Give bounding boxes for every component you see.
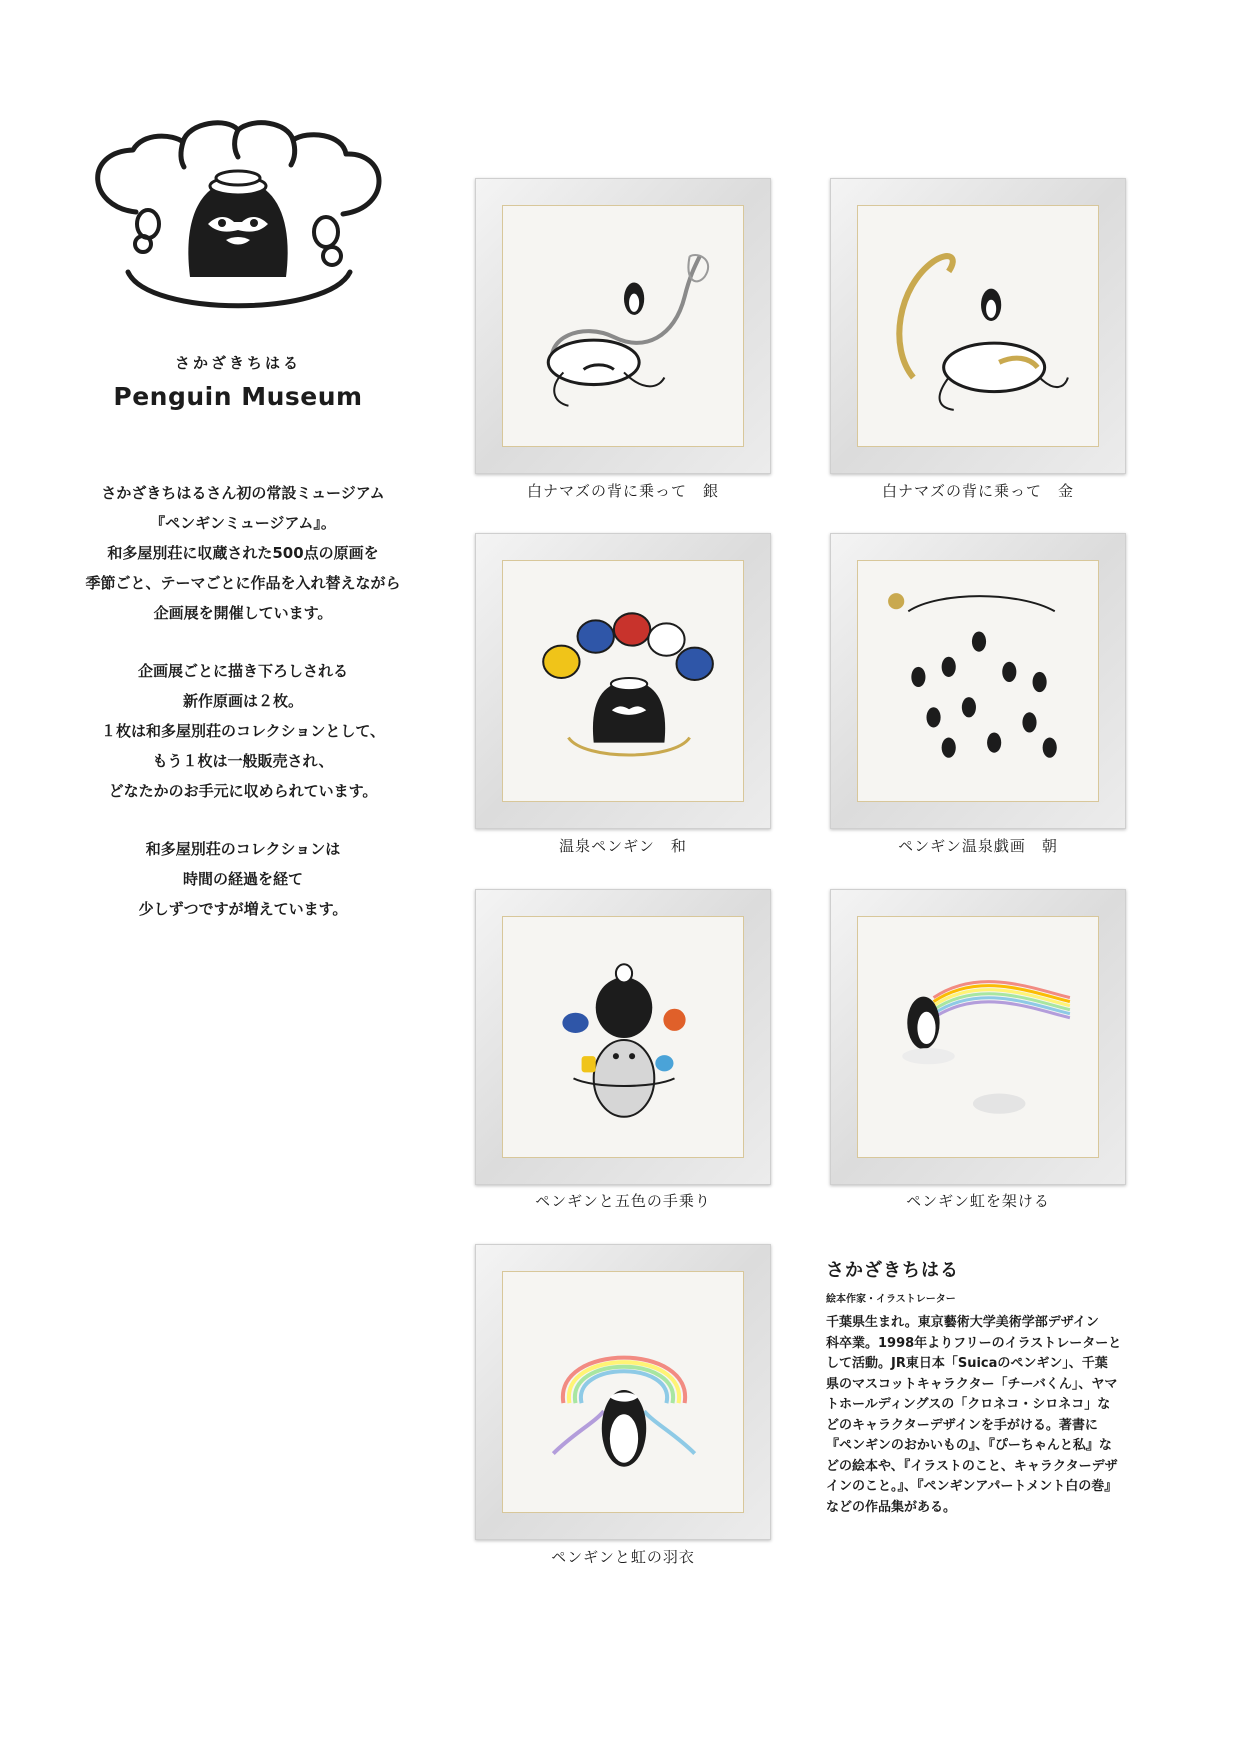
bio-line: インのこと。』、『ペンギンアパートメント白の巻』	[826, 1479, 1118, 1494]
artwork-caption: ペンギンと五色の手乗り	[535, 1192, 711, 1210]
logo-author-kana: さかざきちはる	[174, 354, 301, 372]
bio-line: トホールディングスの「クロネコ・シロネコ」な	[826, 1397, 1111, 1412]
artwork-frame-onsen-penguin	[475, 533, 771, 829]
bio-line: 千葉県生まれ。東京藝術大学美術学部デザイン	[826, 1315, 1099, 1330]
artwork-frame-onsen-giga	[830, 533, 1126, 829]
intro-line: 少しずつですが増えています。	[138, 900, 348, 918]
logo-title: Penguin Museum	[113, 382, 363, 411]
artwork-frame-catfish-silver	[475, 178, 771, 474]
penguin-museum-logo	[88, 112, 388, 412]
intro-line: １枚は和多屋別荘のコレクションとして、	[100, 722, 386, 740]
intro-line: 和多屋別荘のコレクションは	[145, 840, 341, 858]
intro-paragraph	[68, 834, 418, 924]
onsen-penguin-illustration-icon	[523, 581, 725, 783]
artwork-caption: ペンギン虹を架ける	[906, 1192, 1050, 1210]
artwork-frame-five-colors	[475, 889, 771, 1185]
bio-line: 県のマスコットキャラクター「チーバくん」、ヤマ	[826, 1376, 1118, 1392]
artwork-mat	[502, 1271, 744, 1513]
artist-bio	[826, 1256, 1126, 1518]
onsen-giga-illustration-icon	[878, 581, 1080, 783]
artwork-mat	[502, 916, 744, 1158]
artist-role: 絵本作家・イラストレーター	[826, 1294, 956, 1305]
artwork-frame-rainbow-robe	[475, 1244, 771, 1540]
bio-line: 科卒業。1998年よりフリーのイラストレーターと	[826, 1335, 1122, 1351]
intro-line: 季節ごと、テーマごとに作品を入れ替えながら	[85, 574, 401, 592]
bio-line: などの作品集がある。	[826, 1499, 957, 1515]
intro-line: 時間の経過を経て	[182, 870, 303, 888]
rainbow-bridge-illustration-icon	[878, 937, 1080, 1139]
artwork-caption: ペンギンと虹の羽衣	[551, 1548, 695, 1566]
artwork-mat	[857, 916, 1099, 1158]
bio-line: して活動。JR東日本「Suicaのペンギン」、千葉	[826, 1356, 1108, 1371]
artwork-frame-rainbow-bridge	[830, 889, 1126, 1185]
catfish-silver-illustration-icon	[523, 226, 725, 428]
intro-line: 『ペンギンミュージアム』。	[150, 514, 336, 532]
artwork-mat	[857, 205, 1099, 447]
artwork-mat	[857, 560, 1099, 802]
intro-line: どなたかのお手元に収められています。	[108, 782, 378, 800]
artwork-frame-catfish-gold	[830, 178, 1126, 474]
intro-line: さかざきちはるさん初の常設ミュージアム	[101, 484, 385, 502]
artwork-mat	[502, 205, 744, 447]
artwork-caption: ペンギン温泉戯画 朝	[898, 837, 1058, 855]
rainbow-robe-illustration-icon	[523, 1292, 725, 1494]
bio-line: どの絵本や、『イラストのこと、キャラクターデザ	[826, 1458, 1118, 1474]
artist-name: さかざきちはる	[826, 1260, 959, 1281]
artwork-caption: 温泉ペンギン 和	[559, 837, 687, 855]
intro-line: 新作原画は２枚。	[182, 692, 303, 710]
onsen-penguin-logo-icon	[88, 112, 388, 342]
intro-line: 和多屋別荘に収蔵された500点の原画を	[107, 544, 379, 562]
artwork-caption: 白ナマズの背に乗って 金	[881, 482, 1074, 500]
intro-line: 企画展を開催しています。	[153, 604, 333, 622]
intro-line: もう１枚は一般販売され、	[152, 752, 334, 770]
intro-paragraph	[68, 656, 418, 806]
artwork-mat	[502, 560, 744, 802]
artwork-caption: 白ナマズの背に乗って 銀	[526, 482, 719, 500]
intro-line: 企画展ごとに描き下ろしされる	[137, 662, 348, 680]
intro-text	[68, 478, 418, 952]
five-colors-illustration-icon	[523, 937, 725, 1139]
catfish-gold-illustration-icon	[878, 226, 1080, 428]
bio-line: 『ペンギンのおかいもの』、『ぴーちゃんと私』な	[826, 1438, 1112, 1453]
bio-line: どのキャラクターデザインを手がける。著書に	[826, 1417, 1098, 1433]
intro-paragraph	[68, 478, 418, 628]
